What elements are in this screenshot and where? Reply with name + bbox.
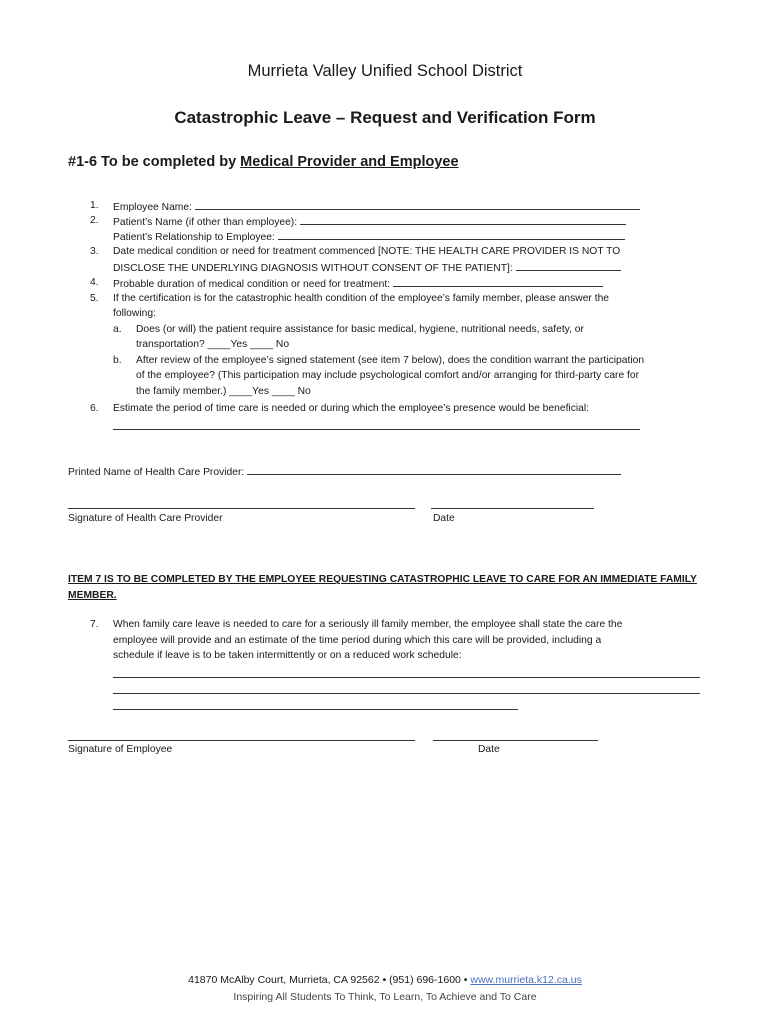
item-7-answer-line-2[interactable] [113,693,700,694]
item-5b-line-3: the family member.) ____Yes ____ No [136,386,311,397]
footer-address-text: 41870 McAlby Court, Murrieta, CA 92562 • (951) 696-1600 • [188,974,471,986]
item-3-label: DISCLOSE THE UNDERLYING DIAGNOSIS WITHOUT CONSENT OF THE PATIENT]: [113,263,513,274]
section-heading-prefix: #1-6 To be completed by [68,154,241,170]
item-3-line-1: Date medical condition or need for treatment commenced [NOTE: THE HEALTH CARE PROVIDER IS NOT TO [113,246,621,257]
item-7-line-3: schedule if leave is to be taken intermittently or on a reduced work schedule: [113,650,462,661]
section-heading-underlined: Medical Provider and Employee [240,154,459,170]
relationship-label: Patient’s Relationship to Employee: [113,232,275,243]
item-3-line-2 [113,260,621,276]
provider-date-label: Date [433,513,455,524]
item-number-5: 5. [90,293,99,304]
item-7-line-2: employee will provide and an estimate of the time period during which this care will be provided, including a [113,635,602,646]
printed-name-row [68,464,621,480]
footer-website-link[interactable]: www.murrieta.k12.ca.us [470,974,582,986]
patient-name-field[interactable] [300,214,626,225]
item-2-patient-name [113,214,626,230]
item-6-answer-line[interactable] [113,429,640,430]
item-5b-line-2: of the employee? (This participation may include psychological comfort and/or arranging for third-party care for [136,370,640,381]
item-7-answer-line-3[interactable] [113,709,518,710]
employee-name-label: Employee Name: [113,202,192,213]
form-title: Catastrophic Leave – Request and Verification Form [174,108,596,127]
item-7-line-1: When family care leave is needed to care for a seriously ill family member, the employee shall state the care the [113,619,623,630]
printed-name-label: Printed Name of Health Care Provider: [68,467,245,478]
item-number-3: 3. [90,246,99,257]
employee-signature-line[interactable] [68,740,415,741]
duration-label: Probable duration of medical condition or need for treatment: [113,279,391,290]
footer-address [0,974,770,986]
employee-name-field[interactable] [195,199,640,210]
section-heading [68,154,459,170]
item-number-1: 1. [90,200,99,211]
item-5a-line-1: Does (or will) the patient require assistance for basic medical, hygiene, nutritional needs, safety, or [136,324,584,335]
provider-date-line[interactable] [431,508,594,509]
item-number-2: 2. [90,215,99,226]
item-5a-line-2: transportation? ____Yes ____ No [136,339,290,350]
item-5b-letter: b. [113,355,122,366]
item-number-4: 4. [90,277,99,288]
item-number-7: 7. [90,619,99,630]
footer-tagline: Inspiring All Students To Think, To Learn, To Achieve and To Care [233,991,537,1003]
item-5a-letter: a. [113,324,122,335]
item-5b-line-1: After review of the employee’s signed statement (see item 7 below), does the condition warrant the participation [136,355,645,366]
condition-date-field[interactable] [516,260,621,271]
patient-name-label: Patient’s Name (if other than employee): [113,217,298,228]
item-7-heading: ITEM 7 IS TO BE COMPLETED BY THE EMPLOYEE REQUESTING CATASTROPHIC LEAVE TO CARE FOR AN IMMEDIATE FAMILY MEMBER. [68,574,697,601]
provider-signature-label: Signature of Health Care Provider [68,513,223,524]
item-5-line-1: If the certification is for the catastrophic health condition of the employee’s family member, please answer the [113,293,610,304]
relationship-field[interactable] [278,229,625,240]
item-4-duration [113,276,603,292]
employee-date-line[interactable] [433,740,598,741]
item-6-text: Estimate the period of time care is needed or during which the employee’s presence would be beneficial: [113,403,590,414]
printed-name-field[interactable] [247,464,621,475]
item-7-answer-line-1[interactable] [113,677,700,678]
item-1-employee-name [113,199,640,215]
provider-signature-line[interactable] [68,508,415,509]
duration-field[interactable] [393,276,603,287]
district-name: Murrieta Valley Unified School District [247,62,523,80]
employee-date-label: Date [478,744,500,755]
item-5-line-2: following: [113,308,156,319]
item-2-relationship [113,229,625,245]
item-number-6: 6. [90,403,99,414]
employee-signature-label: Signature of Employee [68,744,173,755]
